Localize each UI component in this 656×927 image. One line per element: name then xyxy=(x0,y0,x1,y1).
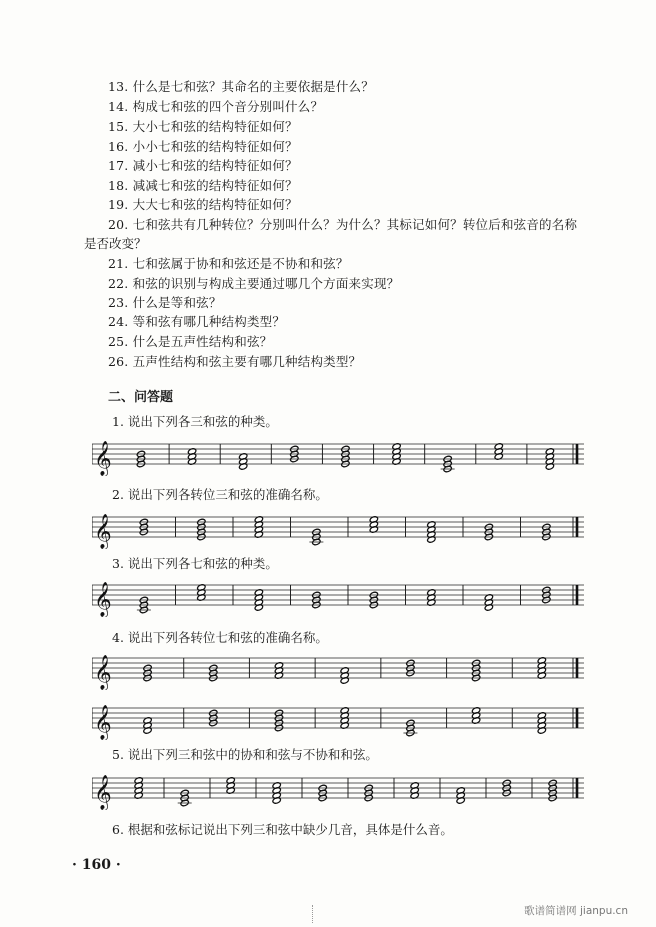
exercise-2-instruction: 2. 说出下列各转位三和弦的准确名称。 xyxy=(112,487,328,502)
staff-exercise-4a xyxy=(92,650,584,690)
treble-clef-icon: 𝄞 xyxy=(94,582,112,617)
treble-clef-icon: 𝄞 xyxy=(94,514,112,549)
page-number: · 160 · xyxy=(72,857,121,873)
staff-exercise-2 xyxy=(92,509,584,549)
question-20-continuation: 是否改变？ xyxy=(84,236,147,251)
question-20: 20. 七和弦共有几种转位？分别叫什么？为什么？其标记如何？转位后和弦音的名称 xyxy=(108,217,578,232)
question-23: 23. 什么是等和弦？ xyxy=(108,295,222,310)
exercise-4-instruction: 4. 说出下列各转位七和弦的准确名称。 xyxy=(112,630,328,645)
question-21: 21. 七和弦属于协和和弦还是不协和和弦？ xyxy=(108,256,349,271)
exercise-3-instruction: 3. 说出下列各七和弦的种类。 xyxy=(112,556,278,571)
question-13: 13. 什么是七和弦？其命名的主要依据是什么？ xyxy=(108,79,374,94)
question-15: 15. 大小七和弦的结构特征如何？ xyxy=(108,119,298,134)
binding-mark xyxy=(312,905,314,923)
treble-clef-icon: 𝄞 xyxy=(94,441,112,476)
staff-exercise-1 xyxy=(92,436,584,476)
watermark: 歌谱简谱网 jianpu.cn xyxy=(524,905,628,917)
section-heading: 二、问答题 xyxy=(108,390,174,405)
treble-clef-icon: 𝄞 xyxy=(94,655,112,690)
question-17: 17. 减小七和弦的结构特征如何？ xyxy=(108,158,298,173)
question-24: 24. 等和弦有哪几种结构类型？ xyxy=(108,314,286,329)
question-26: 26. 五声性结构和弦主要有哪几种结构类型？ xyxy=(108,354,362,369)
treble-clef-icon: 𝄞 xyxy=(94,775,112,810)
exercise-5-instruction: 5. 说出下列三和弦中的协和和弦与不协和和弦。 xyxy=(112,747,378,762)
question-18: 18. 减减七和弦的结构特征如何？ xyxy=(108,178,298,193)
question-14: 14. 构成七和弦的四个音分别叫什么？ xyxy=(108,99,324,114)
question-16: 16. 小小七和弦的结构特征如何？ xyxy=(108,139,298,154)
question-19: 19. 大大七和弦的结构特征如何？ xyxy=(108,197,298,212)
exercise-6-instruction: 6. 根据和弦标记说出下列三和弦中缺少几音，具体是什么音。 xyxy=(112,822,453,837)
exercise-1-instruction: 1. 说出下列各三和弦的种类。 xyxy=(112,414,278,429)
staff-exercise-5 xyxy=(92,770,584,810)
staff-exercise-3 xyxy=(92,577,584,617)
question-25: 25. 什么是五声性结构和弦？ xyxy=(108,334,273,349)
question-22: 22. 和弦的识别与构成主要通过哪几个方面来实现？ xyxy=(108,276,400,291)
staff-exercise-4b xyxy=(92,700,584,740)
treble-clef-icon: 𝄞 xyxy=(94,705,112,740)
